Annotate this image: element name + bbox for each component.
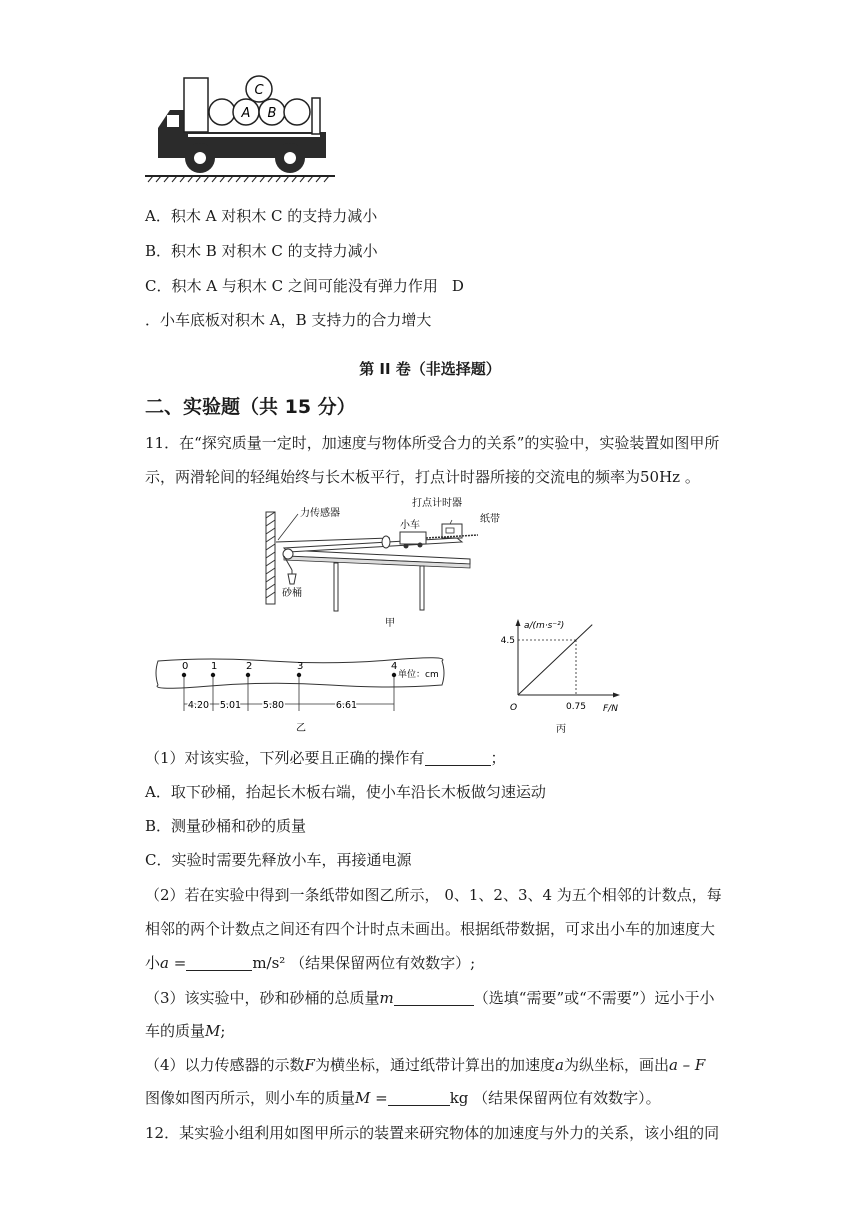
truck-figure [140, 70, 340, 185]
y-tick-label: 4.5 [500, 636, 515, 646]
label-bucket: 砂桶 [282, 588, 302, 599]
q11-sub4-var-M: M [355, 1089, 371, 1107]
q11-sub1-option-b: B．测量砂桶和砂的质量 [145, 817, 307, 835]
q11-sub4-text-a: （4）以力传感器的示数 [145, 1056, 305, 1074]
q11-sub3-blank[interactable] [394, 989, 474, 1006]
q11-sub3-line2 [145, 1021, 225, 1041]
tape-point-1: 1 [211, 661, 218, 672]
figure-jia-apparatus [262, 494, 500, 629]
q11-sub2-line1: （2）若在实验中得到一条纸带如图乙所示， 0、1、2、3、4 为五个相邻的计数点，每 [145, 886, 722, 904]
y-axis-label [524, 621, 564, 631]
q11-sub3-text-c: 车的质量 [145, 1022, 206, 1040]
q11-sub3-var-m: m [379, 989, 394, 1007]
tape-point-0: 0 [182, 661, 189, 672]
caption-bing: 丙 [556, 724, 566, 735]
tape-segment-1: 4.20 [187, 700, 210, 711]
y-axis-label-text: a/(m·s⁻²) [524, 621, 565, 631]
q11-sub4-line2 [145, 1088, 661, 1108]
q11-sub2-line3 [145, 953, 475, 973]
q11-sub2-eq: = [168, 954, 187, 972]
q11-sub2-var-a: a [160, 954, 169, 972]
tape-segment-2: 5.01 [219, 700, 242, 711]
q11-sub1-option-a: A．取下砂桶，抬起长木板右端，使小车沿长木板做匀速运动 [145, 783, 546, 801]
option-d-letter: D [451, 277, 464, 295]
q11-sub1-option-c: C．实验时需要先释放小车，再接通电源 [145, 851, 412, 869]
q11-sub1-text: （1）对该实验，下列必要且正确的操作有 [145, 749, 425, 767]
option-a: A．积木 A 对积木 C 的支持力减小 [145, 207, 378, 225]
q11-sub3-var-M: M [205, 1022, 221, 1040]
label-force-sensor: 力传感器 [300, 508, 340, 519]
q11-intro-line2: 示，两滑轮间的轻绳始终与长木板平行，打点计时器所接的交流电的频率为50Hz 。 [145, 468, 700, 486]
q11-sub1-blank[interactable] [425, 749, 491, 766]
tape-segment-4: 6.61 [335, 700, 358, 711]
caption-yi: 乙 [296, 723, 306, 734]
figure-yi-paper-tape [150, 655, 450, 735]
q11-sub4-text-d: 图像如图丙所示，则小车的质量 [145, 1089, 356, 1107]
q11-sub2-blank[interactable] [186, 954, 252, 971]
q11-sub1-end: ； [490, 749, 506, 767]
x-tick-label: 0.75 [565, 702, 587, 712]
q11-sub2-text-c: m/s² （结果保留两位有效数字）; [252, 954, 476, 972]
tape-segment-3: 5.80 [262, 700, 285, 711]
label-tape: 纸带 [480, 514, 500, 525]
q11-sub4-line1 [145, 1055, 705, 1075]
q11-intro-line1: 11．在“探究质量一定时，加速度与物体所受合力的关系”的实验中，实验装置如图甲所 [145, 434, 720, 452]
label-cart: 小车 [400, 520, 420, 531]
origin-label: O [510, 703, 518, 713]
q11-sub4-af: a – F [668, 1056, 706, 1074]
q11-sub3-text-a: （3）该实验中，砂和砂桶的总质量 [145, 989, 380, 1007]
cylinder-label-b: B [267, 106, 277, 121]
tape-unit: 单位：cm [398, 670, 439, 680]
tape-point-3: 3 [297, 661, 304, 672]
q11-sub2-line2: 相邻的两个计数点之间还有四个计时点未画出。根据纸带数据，可求出小车的加速度大 [145, 920, 716, 938]
q11-sub3-end: ; [220, 1022, 226, 1040]
cylinder-label-c: C [254, 83, 264, 98]
q11-sub1 [145, 748, 506, 768]
x-axis-label: F/N [603, 704, 618, 714]
option-c [145, 276, 464, 296]
q11-sub3-text-b: （选填“需要”或“不需要”）远小于小 [473, 989, 715, 1007]
caption-jia: 甲 [385, 618, 395, 629]
q11-sub4-text-b: 为横坐标，通过纸带计算出的加速度 [314, 1056, 555, 1074]
a-f-series-line [518, 625, 592, 695]
q11-sub4-eq: = [370, 1089, 388, 1107]
q11-sub4-var-a: a [554, 1056, 564, 1074]
figure-bing-a-f-graph [496, 618, 626, 738]
q11-sub4-var-f: F [304, 1056, 315, 1074]
part-title: 第 II 卷（非选择题） [359, 360, 501, 378]
tape-point-2: 2 [246, 661, 253, 672]
option-d: ．小车底板对积木 A，B 支持力的合力增大 [145, 311, 432, 329]
q11-sub4-text-e: kg （结果保留两位有效数字）。 [449, 1089, 661, 1107]
option-b: B．积木 B 对积木 C 的支持力减小 [145, 242, 378, 260]
section-title: 二、实验题（共 15 分） [145, 396, 356, 418]
q11-sub2-text-a: 小 [145, 954, 161, 972]
tape-point-4: 4 [391, 661, 398, 672]
q11-sub4-blank[interactable] [388, 1089, 450, 1106]
cylinder-label-a: A [241, 106, 251, 121]
q11-sub3-line1 [145, 988, 714, 1008]
option-c-text: C．积木 A 与积木 C 之间可能没有弹力作用 [145, 277, 438, 295]
q11-sub4-text-c: 为纵坐标，画出 [563, 1056, 669, 1074]
label-timer: 打点计时器 [412, 498, 462, 509]
q12-intro-line1: 12．某实验小组利用如图甲所示的装置来研究物体的加速度与外力的关系，该小组的同 [145, 1124, 720, 1142]
